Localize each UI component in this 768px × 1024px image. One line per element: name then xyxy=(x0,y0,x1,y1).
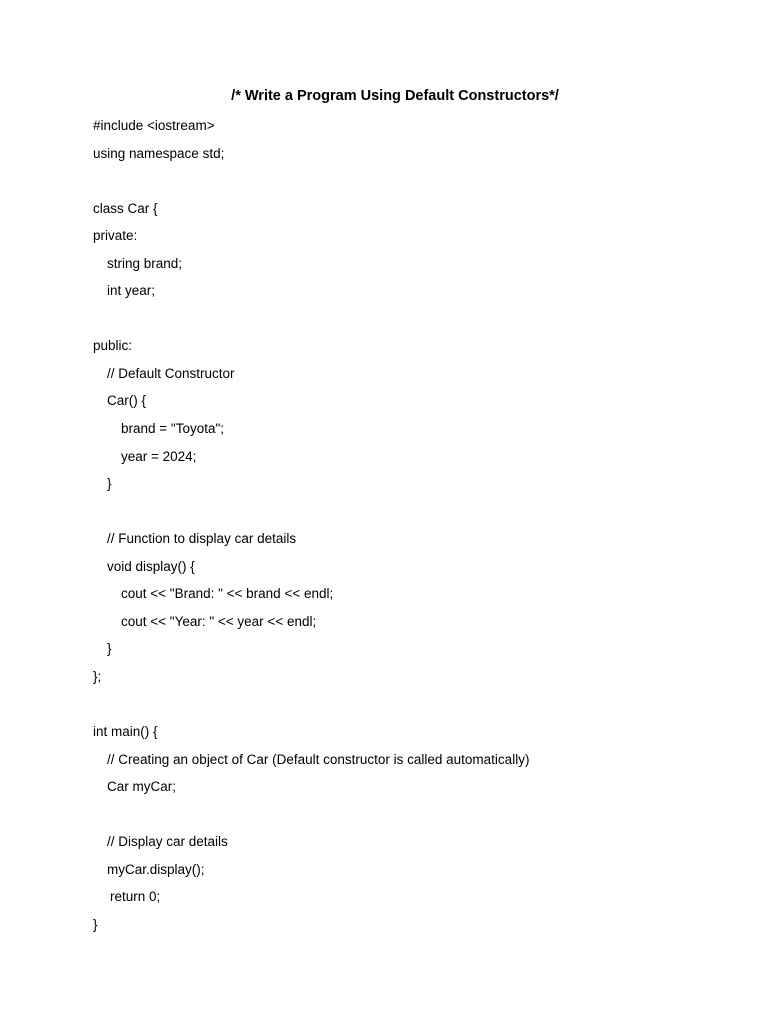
code-line-comment-display: // Function to display car details xyxy=(107,531,297,547)
code-line-object-decl: Car myCar; xyxy=(107,779,177,795)
code-line-blank xyxy=(93,805,713,833)
code-line-display-call: myCar.display(); xyxy=(107,861,205,877)
code-line-constructor-close: } xyxy=(107,476,112,492)
code-line-class-decl: class Car { xyxy=(93,200,158,216)
code-line-public: public: xyxy=(93,338,133,354)
code-line-main-close: } xyxy=(93,916,98,932)
code-line-namespace: using namespace std; xyxy=(93,145,225,161)
document-title: /* Write a Program Using Default Constructors*/ xyxy=(231,88,559,104)
code-block xyxy=(93,116,713,942)
code-line-cout-brand: cout << "Brand: " << brand << endl; xyxy=(121,586,334,602)
code-line-comment-object: // Creating an object of Car (Default constructor is called automatically) xyxy=(107,751,530,767)
code-line-blank xyxy=(93,309,713,337)
code-line-comment-constructor: // Default Constructor xyxy=(107,365,235,381)
code-line-include: #include <iostream> xyxy=(93,118,215,133)
code-line-blank xyxy=(93,694,713,722)
code-line-cout-year: cout << "Year: " << year << endl; xyxy=(121,613,317,629)
code-line-constructor: Car() { xyxy=(107,393,147,409)
code-line-comment-display-call: // Display car details xyxy=(107,834,228,850)
code-line-main-decl: int main() { xyxy=(93,724,158,740)
code-line-blank xyxy=(93,502,713,530)
code-line-brand-member: string brand; xyxy=(107,255,183,271)
code-line-class-close: }; xyxy=(93,668,102,684)
code-line-brand-assign: brand = "Toyota"; xyxy=(121,421,225,437)
code-line-return: return 0; xyxy=(110,889,161,905)
code-line-blank xyxy=(93,171,713,199)
code-line-year-member: int year; xyxy=(107,283,156,299)
code-line-display-decl: void display() { xyxy=(107,558,195,574)
code-line-display-close: } xyxy=(107,641,112,657)
code-line-year-assign: year = 2024; xyxy=(121,448,197,464)
code-line-private: private: xyxy=(93,228,138,244)
